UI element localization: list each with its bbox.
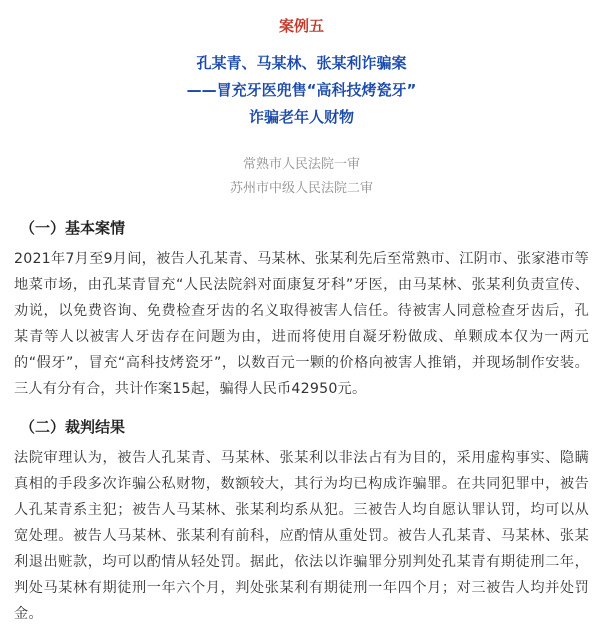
case-header — [14, 0, 589, 201]
judgment-result-paragraph: 法院审理认为，被告人孔某青、马某林、张某利以非法占有为目的，采用虚构事实、隐瞒真相的手段多次诈骗公私财物，数额较大，其行为均已构成诈骗罪。在共同犯罪中，被告人孔某青系主犯；被告人马某林、张某利均系从犯。三被告人均自愿认罪认罚，均可以从宽处理。被告人马某林、张某利有前科，应酌情从重处罚。被告人孔某青、马某林、张某利退出赃款，均可以酌情从轻处罚。据此，依法以诈骗罪分别判处孔某青有期徒刑二年，判处马某林有期徒刑一年六个月，判处张某利有期徒刑一年四个月；对三被告人均并处罚金。 — [14, 450, 589, 622]
basic-facts-heading: （一）基本案情 — [20, 219, 126, 237]
case-label: 案例五 — [278, 17, 324, 35]
judgment-result-heading: （二）裁判结果 — [20, 418, 126, 436]
basic-facts-paragraph: 2021年7月至9月间，被告人孔某青、马某林、张某利先后至常熟市、江阴市、张家港市等地菜市场，由孔某青冒充“人民法院斜对面康复牙科”牙医，由马某林、张某利负责宣传、劝说，以免费咨询、免费检查牙齿的名义取得被害人信任。待被害人同意检查牙齿后，孔某青等人以被害人牙齿存在问题为由，进而将使用自凝牙粉做成、单颗成本仅为一两元的“假牙”，冒充“高科技烤瓷牙”，以数百元一颗的价格向被害人推销，并现场制作安装。三人有分有合，共计作案15起，骗得人民币42950元。 — [14, 251, 589, 397]
case-subtitle: ——冒充牙医兜售“高科技烤瓷牙” — [186, 81, 417, 99]
case-subtitle-continued: 诈骗老年人财物 — [248, 108, 354, 126]
second-instance-court: 苏州市中级人民法院二审 — [229, 181, 373, 196]
first-instance-court: 常熟市人民法院一审 — [242, 157, 360, 172]
case-title: 孔某青、马某林、张某利诈骗案 — [196, 54, 407, 72]
